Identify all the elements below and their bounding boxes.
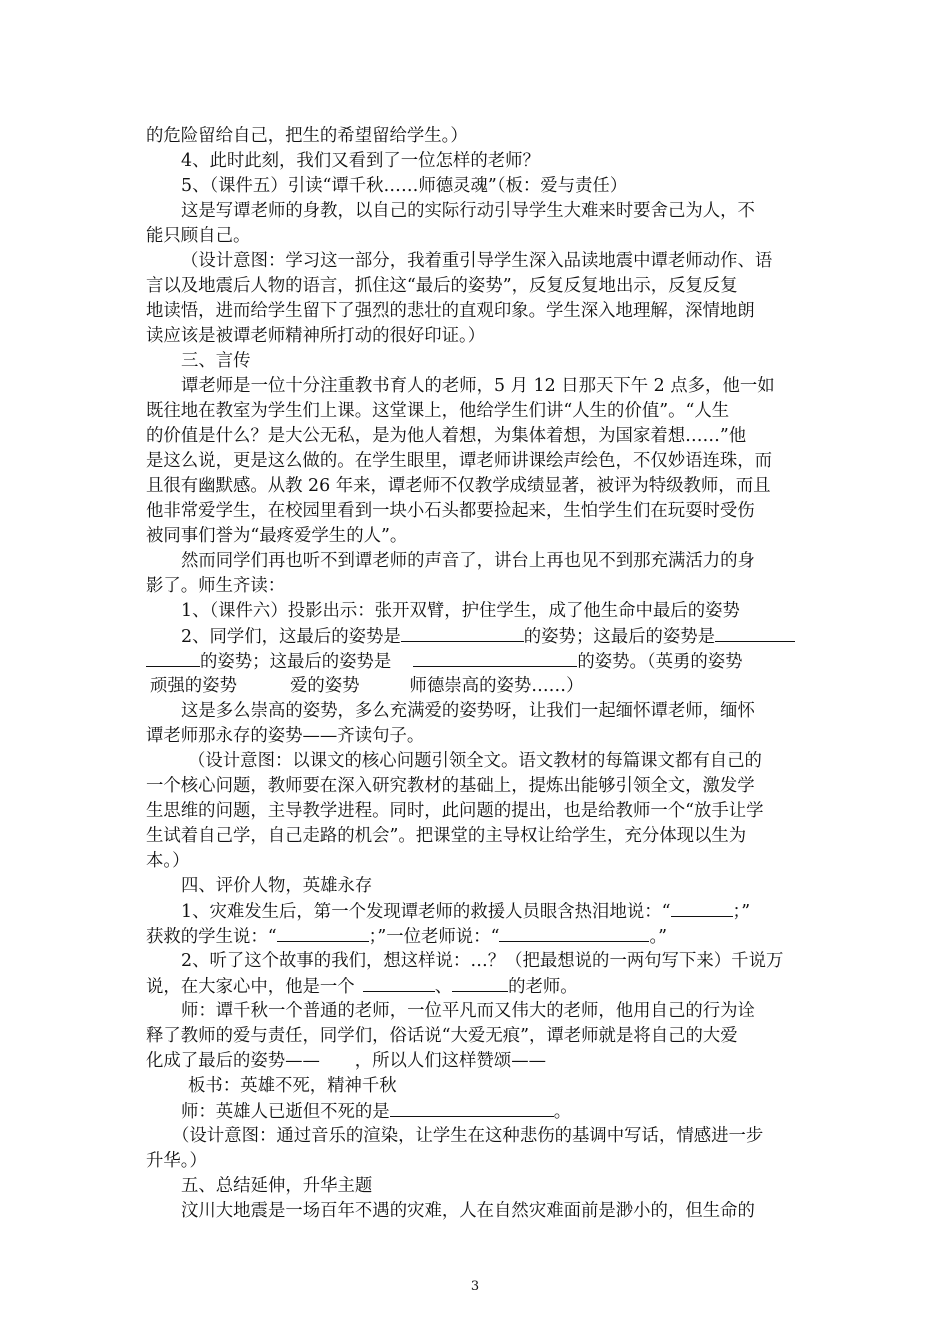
text-line: 生试着自己学，自己走路的机会”。把课堂的主导权让给学生，充分体现以生为: [146, 826, 747, 846]
text-line: 2、听了这个故事的我们，想这样说：…？（把最想说的一两句写下来）千说万: [181, 951, 784, 971]
text-line: 是这么说，更是这么做的。在学生眼里，谭老师讲课绘声绘色，不仅妙语连珠，而: [146, 451, 773, 471]
text-line: （设计意图：学习这一部分，我着重引导学生深入品读地震中谭老师动作、语: [181, 251, 773, 271]
page-number: 3: [470, 1279, 480, 1294]
text-line: 5、（课件五）引读“谭千秋……师德灵魂”（板：爱与责任）: [181, 176, 628, 196]
text-line: 谭老师那永存的姿势——齐读句子。: [146, 726, 425, 746]
fill-blank: [413, 649, 577, 667]
text-line: 读应该是被谭老师精神所打动的很好印证。）: [146, 326, 486, 346]
text-line: 生思维的问题，主导教学进程。同时，此问题的提出，也是给教师一个“放手让学: [146, 801, 764, 821]
text-fragment: 的姿势。（英勇的姿势: [577, 652, 743, 672]
text-line: 谭老师是一位十分注重教书育人的老师，5 月 12 日那天下午 2 点多，他一如: [181, 376, 775, 396]
text-line: [150, 674, 583, 698]
text-line: 本。）: [146, 851, 190, 871]
text-fragment: 的姿势；这最后的姿势是: [200, 652, 392, 672]
text-line: [146, 924, 667, 949]
fill-blank: [390, 1099, 554, 1117]
text-fragment: 。: [553, 1102, 572, 1122]
text-fragment: 的老师。: [508, 977, 578, 997]
text-line: 被同事们誉为“最疼爱学生的人”。: [146, 526, 408, 546]
fill-blank: [363, 974, 435, 992]
text-fragment: 爱的姿势: [289, 676, 360, 696]
text-fragment: ；”一位老师说：“: [368, 927, 500, 947]
text-line: 然而同学们再也听不到谭老师的声音了，讲台上再也见不到那充满活力的身: [181, 551, 755, 571]
fill-blank: [146, 649, 200, 667]
fill-blank: [499, 924, 649, 942]
text-line: （设计意图：以课文的核心问题引领全文。语文教材的每篇课文都有自己的: [188, 751, 762, 771]
text-fragment: 顽强的姿势: [150, 676, 237, 696]
text-line: 影了。师生齐读：: [146, 576, 286, 596]
text-fragment: 获救的学生说：“: [146, 927, 277, 947]
text-line: 化成了最后的姿势—— ，所以人们这样赞颂——: [146, 1051, 546, 1071]
text-fragment: ；”: [732, 902, 751, 922]
text-fragment: 1、灾难发生后，第一个发现谭老师的救援人员眼含热泪地说：“: [181, 902, 671, 922]
fill-blank: [671, 899, 733, 917]
text-line: 升华。）: [146, 1151, 207, 1171]
text-line: 师：谭千秋一个普通的老师，一位平凡而又伟大的老师，他用自己的行为诠: [181, 1001, 755, 1021]
fill-blank: [277, 924, 369, 942]
text-line: （设计意图：通过音乐的渲染，让学生在这种悲伤的基调中写话，情感进一步: [172, 1126, 764, 1146]
text-line: 1、（课件六）投影出示：张开双臂，护住学生，成了他生命中最后的姿势: [181, 601, 740, 621]
section-heading: 四、评价人物，英雄永存: [181, 876, 373, 896]
text-line: 言以及地震后人物的语言，抓住这“最后的姿势”，反复反复地出示，反复反复: [146, 276, 738, 296]
text-fragment: 师：英雄人已逝但不死的是: [181, 1102, 390, 1122]
text-line: [146, 974, 578, 999]
text-fragment: 师德崇高的姿势……）: [409, 676, 584, 696]
text-line: [181, 1099, 571, 1124]
text-line: 既往地在教室为学生们上课。这堂课上，他给学生们讲“人生的价值”。“人生: [146, 401, 730, 421]
text-line: 释了教师的爱与责任，同学们，俗话说“大爱无痕”，谭老师就是将自己的大爱: [146, 1026, 738, 1046]
text-line: 这是多么崇高的姿势，多么充满爱的姿势呀，让我们一起缅怀谭老师，缅怀: [181, 701, 755, 721]
fill-blank: [401, 624, 524, 642]
text-fragment: 。”: [649, 927, 668, 947]
text-fragment: 、: [434, 977, 453, 997]
text-line: 4、此时此刻，我们又看到了一位怎样的老师？: [181, 151, 540, 171]
text-line: 且很有幽默感。从教 26 年来，谭老师不仅教学成绩显著，被评为特级教师，而且: [146, 476, 771, 496]
fill-blank: [452, 974, 508, 992]
section-heading: 三、言传: [181, 351, 251, 371]
text-line: 的价值是什么？是大公无私，是为他人着想，为集体着想，为国家着想……”他: [146, 426, 747, 446]
blackboard-note: 板书：英雄不死，精神千秋: [188, 1076, 397, 1096]
text-line: [181, 899, 750, 924]
text-line: [181, 624, 795, 649]
section-heading: 五、总结延伸，升华主题: [181, 1176, 373, 1196]
text-line: 的危险留给自己，把生的希望留给学生。）: [146, 126, 468, 146]
text-fragment: 2、同学们，这最后的姿势是: [181, 627, 401, 647]
text-line: [146, 649, 743, 674]
fill-blank: [715, 624, 795, 642]
text-fragment: 说，在大家心中，他是一个: [146, 977, 355, 997]
text-fragment: 的姿势；这最后的姿势是: [523, 627, 716, 647]
text-line: 他非常爱学生，在校园里看到一块小石头都要捡起来，生怕学生们在玩耍时受伤: [146, 501, 755, 521]
text-line: 一个核心问题，教师要在深入研究教材的基础上，提炼出能够引领全文，激发学: [146, 776, 755, 796]
text-line: 汶川大地震是一场百年不遇的灾难，人在自然灾难面前是渺小的，但生命的: [181, 1201, 755, 1221]
text-line: 地读悟，进而给学生留下了强烈的悲壮的直观印象。学生深入地理解，深情地朗: [146, 301, 755, 321]
text-line: 这是写谭老师的身教，以自己的实际行动引导学生大难来时要舍己为人，不: [181, 201, 755, 221]
text-line: 能只顾自己。: [146, 226, 251, 246]
